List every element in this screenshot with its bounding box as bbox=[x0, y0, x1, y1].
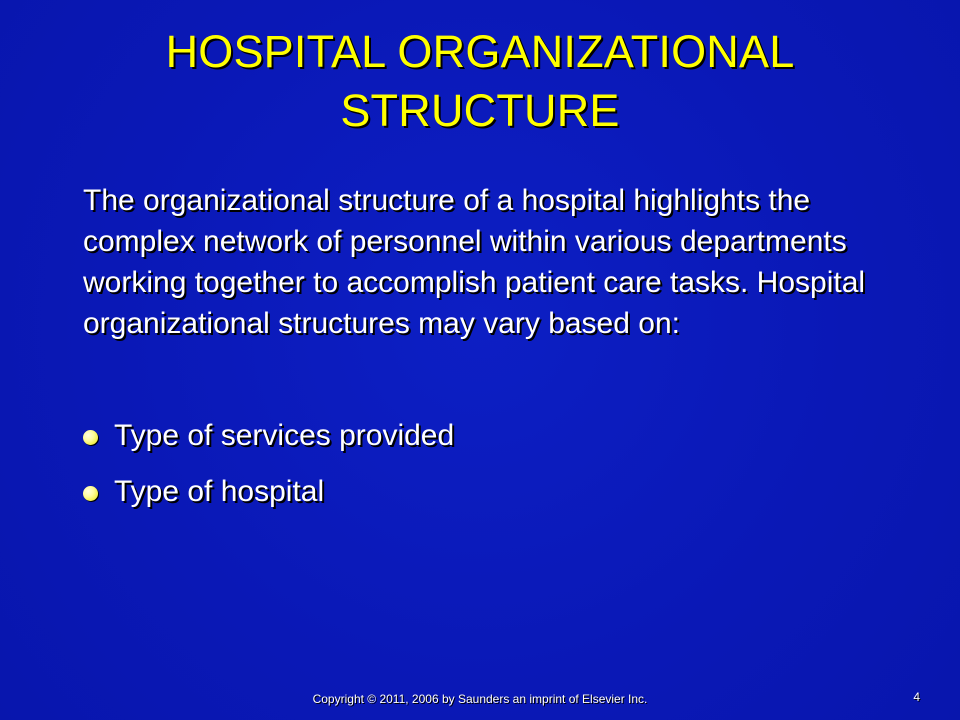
bullet-dot-icon bbox=[83, 430, 98, 445]
page-number: 4 bbox=[913, 690, 920, 704]
bullet-item-services bbox=[80, 413, 880, 469]
slide-body-text: The organizational structure of a hospital highlights the complex network of personnel within various departments working together to accomplish patient care tasks. Hospital organizational structures may vary based on: bbox=[83, 184, 866, 340]
bullet-dot-icon bbox=[83, 486, 98, 501]
slide-title: HOSPITAL ORGANIZATIONAL STRUCTURE bbox=[165, 26, 795, 136]
bullet-item-hospital-type bbox=[80, 469, 880, 525]
bullet-list bbox=[80, 413, 880, 525]
bullet-item-label: Type of hospital bbox=[114, 475, 325, 508]
copyright-notice: Copyright © 2011, 2006 by Saunders an imprint of Elsevier Inc. bbox=[312, 692, 648, 706]
bullet-item-label: Type of services provided bbox=[114, 419, 455, 452]
